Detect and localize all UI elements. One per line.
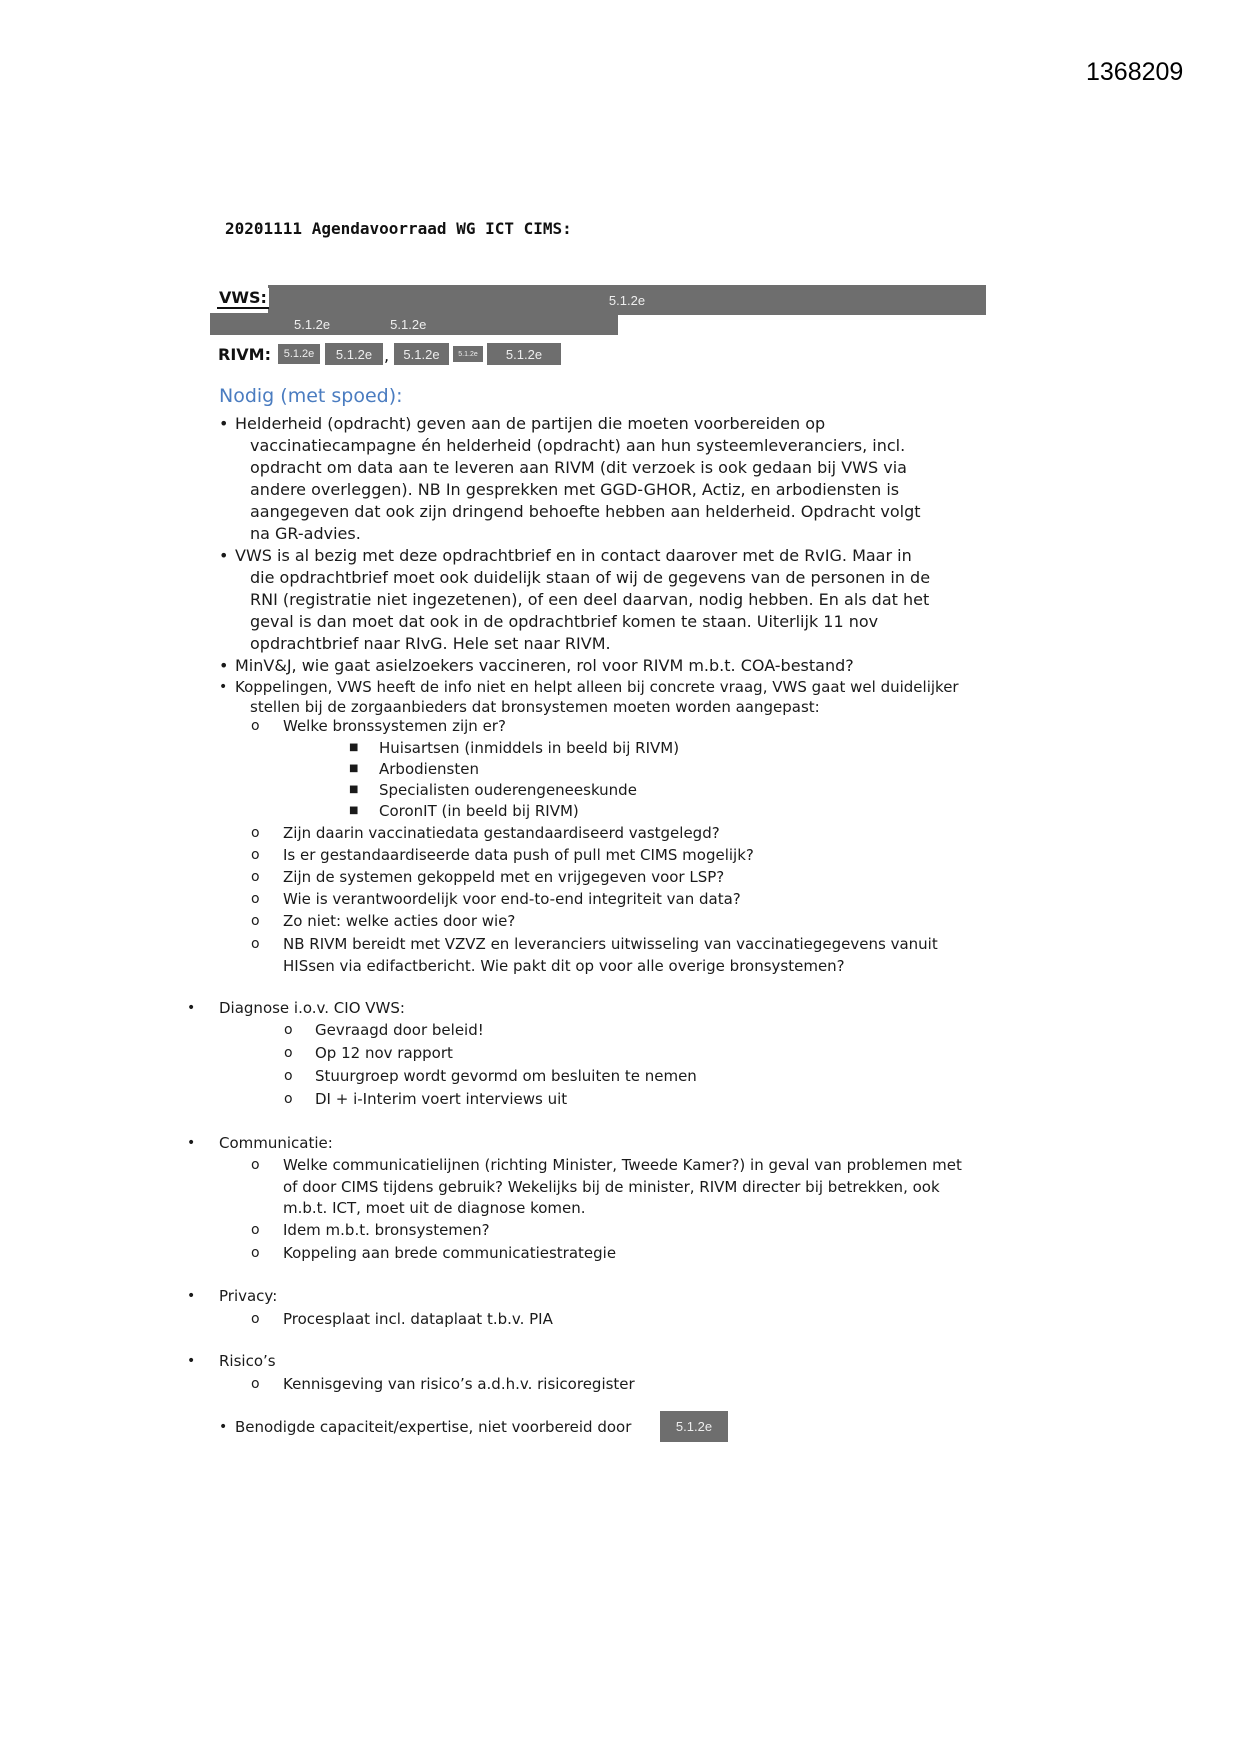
page-title: 20201111 Agendavoorraad WG ICT CIMS: — [225, 219, 572, 238]
bullet-dot: • — [219, 656, 229, 675]
communicatie-item: m.b.t. ICT, moet uit de diagnose komen. — [283, 1199, 586, 1217]
subsub-item: Arbodiensten — [379, 760, 479, 778]
redaction-rivm-1: 5.1.2e — [278, 344, 320, 364]
bullet-dot: • — [187, 1288, 196, 1304]
circle-bullet: o — [251, 1245, 260, 1261]
sub-item: NB RIVM bereidt met VZVZ en leveranciers uitwisseling van vaccinatiegegevens vanuit — [283, 935, 938, 953]
rivm-label: RIVM: — [218, 345, 271, 364]
bullet-dot: • — [187, 1135, 196, 1151]
rivm-comma: , — [384, 346, 390, 365]
bullet-4-line: stellen bij de zorgaanbieders dat bronsystemen moeten worden aangepast: — [250, 698, 820, 716]
document-number: 1368209 — [1086, 58, 1184, 86]
communicatie-item: Koppeling aan brede communicatiestrategie — [283, 1244, 617, 1262]
bullet-dot: • — [219, 1419, 228, 1435]
diagnose-title: Diagnose i.o.v. CIO VWS: — [219, 999, 405, 1017]
redaction-code: 5.1.2e — [608, 292, 646, 308]
sub-item: Wie is verantwoordelijk voor end-to-end integriteit van data? — [283, 890, 741, 908]
bullet-1-line: vaccinatiecampagne én helderheid (opdracht) aan hun systeemleveranciers, incl. — [250, 436, 906, 455]
subsub-item: Huisartsen (inmiddels in beeld bij RIVM) — [379, 739, 680, 757]
vws-label: VWS: — [219, 288, 267, 307]
diagnose-item: Op 12 nov rapport — [315, 1044, 453, 1062]
bullet-3-line: MinV&J, wie gaat asielzoekers vaccineren, rol voor RIVM m.b.t. COA-bestand? — [235, 656, 854, 675]
subsub-item: CoronIT (in beeld bij RIVM) — [379, 802, 579, 820]
circle-bullet: o — [284, 1091, 293, 1107]
square-bullet: ■ — [349, 763, 359, 774]
bullet-2-line: opdrachtbrief naar RIvG. Hele set naar RIVM. — [250, 634, 611, 653]
redaction-rivm-4: 5.1.2e — [453, 346, 483, 362]
communicatie-title: Communicatie: — [219, 1134, 333, 1152]
diagnose-item: Gevraagd door beleid! — [315, 1021, 484, 1039]
bullet-1-line: aangegeven dat ook zijn dringend behoefte hebben aan helderheid. Opdracht volgt — [250, 502, 921, 521]
capaciteit-line: Benodigde capaciteit/expertise, niet voorbereid door — [235, 1418, 632, 1436]
circle-bullet: o — [251, 825, 260, 841]
sub-item: HISsen via edifactbericht. Wie pakt dit op voor alle overige bronsystemen? — [283, 957, 845, 975]
communicatie-item: of door CIMS tijdens gebruik? Wekelijks bij de minister, RIVM directer bij betrekken, ook — [283, 1178, 940, 1196]
risicos-item: Kennisgeving van risico’s a.d.h.v. risicoregister — [283, 1375, 635, 1393]
circle-bullet: o — [251, 869, 260, 885]
circle-bullet: o — [251, 913, 260, 929]
section-heading: Nodig (met spoed): — [219, 385, 403, 407]
bullet-2-line: geval is dan moet dat ook in de opdrachtbrief komen te staan. Uiterlijk 11 nov — [250, 612, 879, 631]
redaction-code: 5.1.2e — [390, 316, 427, 332]
circle-bullet: o — [251, 1222, 260, 1238]
bullet-1-line: andere overleggen). NB In gesprekken met GGD-GHOR, Actiz, en arbodiensten is — [250, 480, 900, 499]
square-bullet: ■ — [349, 784, 359, 795]
bullet-dot: • — [219, 546, 229, 565]
bullet-4-line: Koppelingen, VWS heeft de info niet en helpt alleen bij concrete vraag, VWS gaat wel duidelijker — [235, 678, 959, 696]
square-bullet: ■ — [349, 805, 359, 816]
bullet-2-line: die opdrachtbrief moet ook duidelijk staan of wij de gegevens van de personen in de — [250, 568, 931, 587]
sub-item: Welke bronssystemen zijn er? — [283, 717, 506, 735]
communicatie-item: Welke communicatielijnen (richting Minister, Tweede Kamer?) in geval van problemen met — [283, 1156, 962, 1174]
circle-bullet: o — [251, 1157, 260, 1173]
circle-bullet: o — [251, 718, 260, 734]
redaction-bar-vws-bottom — [210, 313, 618, 335]
sub-item: Zo niet: welke acties door wie? — [283, 912, 516, 930]
bullet-1-line: opdracht om data aan te leveren aan RIVM (dit verzoek is ook gedaan bij VWS via — [250, 458, 907, 477]
circle-bullet: o — [284, 1045, 293, 1061]
circle-bullet: o — [284, 1068, 293, 1084]
redaction-rivm-2: 5.1.2e — [325, 343, 383, 365]
bullet-2-line: RNI (registratie niet ingezetenen), of een deel daarvan, nodig hebben. En als dat het — [250, 590, 930, 609]
diagnose-item: Stuurgroep wordt gevormd om besluiten te nemen — [315, 1067, 697, 1085]
privacy-title: Privacy: — [219, 1287, 278, 1305]
sub-item: Zijn de systemen gekoppeld met en vrijgegeven voor LSP? — [283, 868, 725, 886]
bullet-dot: • — [219, 679, 228, 695]
redaction-code: 5.1.2e — [294, 316, 331, 332]
circle-bullet: o — [251, 847, 260, 863]
redaction-bar-vws-top — [268, 285, 986, 315]
circle-bullet: o — [251, 1376, 260, 1392]
bullet-1-line: na GR-advies. — [250, 524, 361, 543]
redaction-rivm-5: 5.1.2e — [487, 343, 561, 365]
redaction-capaciteit: 5.1.2e — [660, 1411, 728, 1442]
communicatie-item: Idem m.b.t. bronsystemen? — [283, 1221, 490, 1239]
risicos-title: Risico’s — [219, 1352, 276, 1370]
bullet-dot: • — [187, 1353, 196, 1369]
diagnose-item: DI + i-Interim voert interviews uit — [315, 1090, 568, 1108]
bullet-2-line: VWS is al bezig met deze opdrachtbrief en in contact daarover met de RvIG. Maar in — [235, 546, 912, 565]
sub-item: Is er gestandaardiseerde data push of pull met CIMS mogelijk? — [283, 846, 754, 864]
privacy-item: Procesplaat incl. dataplaat t.b.v. PIA — [283, 1310, 553, 1328]
circle-bullet: o — [284, 1022, 293, 1038]
circle-bullet: o — [251, 891, 260, 907]
bullet-1-line: Helderheid (opdracht) geven aan de partijen die moeten voorbereiden op — [235, 414, 826, 433]
circle-bullet: o — [251, 1311, 260, 1327]
bullet-dot: • — [187, 1000, 196, 1016]
sub-item: Zijn daarin vaccinatiedata gestandaardiseerd vastgelegd? — [283, 824, 720, 842]
bullet-dot: • — [219, 414, 229, 433]
circle-bullet: o — [251, 936, 260, 952]
square-bullet: ■ — [349, 742, 359, 753]
redaction-rivm-3: 5.1.2e — [394, 343, 449, 365]
subsub-item: Specialisten ouderengeneeskunde — [379, 781, 637, 799]
